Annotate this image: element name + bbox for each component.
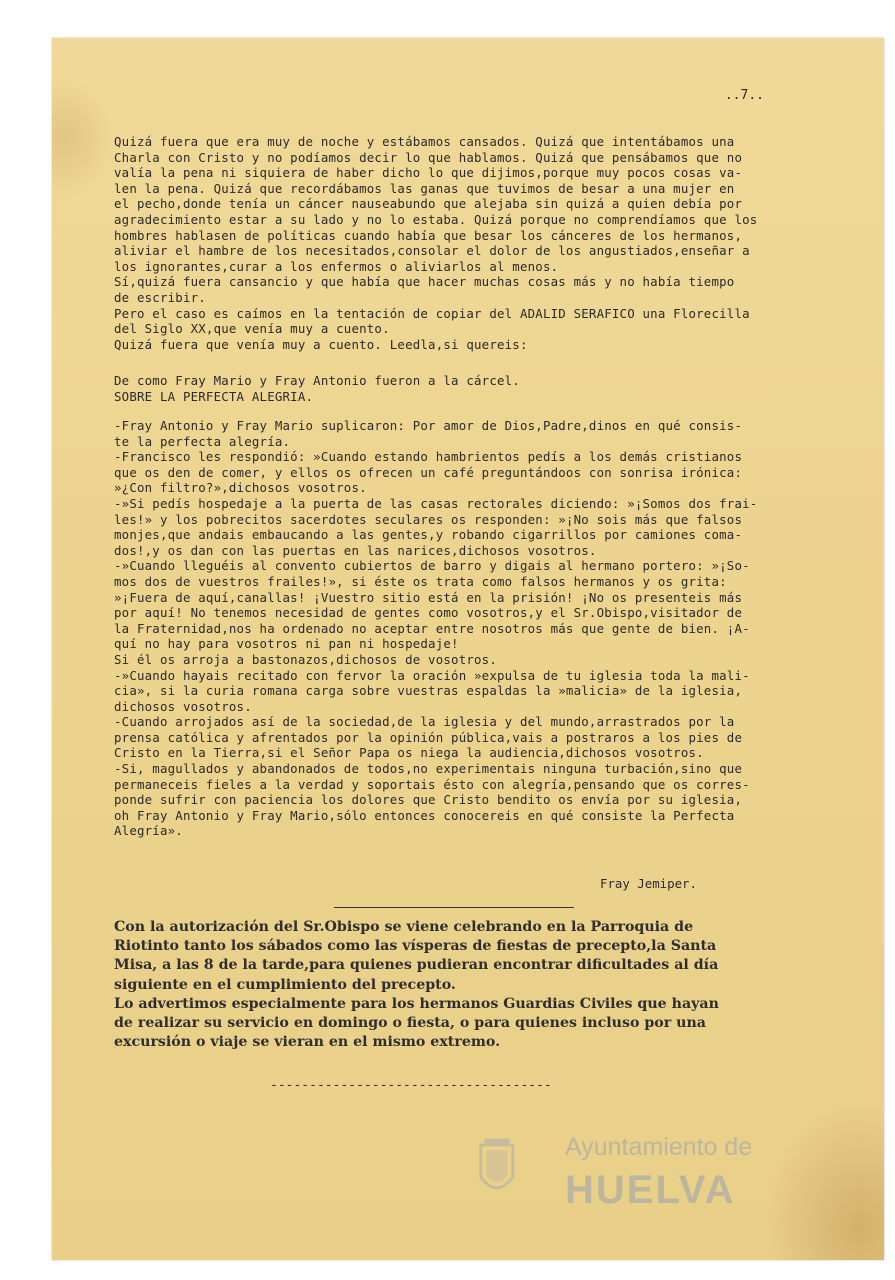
text-line: Lo advertimos especialmente para los hermanos Guardias Civiles que hayan xyxy=(114,995,719,1012)
text-line: mos dos de vuestros frailes!», si éste os trata como falsos hermanos y os grita: xyxy=(114,573,727,589)
text-line: -»Cuando hayais recitado con fervor la oración »expulsa de tu iglesia toda la mali- xyxy=(114,667,750,683)
watermark-line2: HUELVA xyxy=(565,1168,736,1212)
text-line: Con la autorización del Sr.Obispo se viene celebrando en la Parroquia de xyxy=(114,919,694,935)
text-line: Si él os arroja a bastonazos,dichosos de vosotros. xyxy=(114,651,497,667)
mass-notice xyxy=(114,918,859,1052)
text-line: quí no hay para vosotros ni pan ni hospedaje! xyxy=(114,636,459,652)
text-line: Cristo en la Tierra,si el Señor Papa os niega la audiencia,dichosos vosotros. xyxy=(114,745,704,761)
text-line: de escribir. xyxy=(114,289,206,305)
text-line: aliviar el hambre de los necesitados,consolar el dolor de los angustiados,enseñar a xyxy=(114,243,750,259)
text-line: -Si, magullados y abandonados de todos,no experimentais ninguna turbación,sino que xyxy=(114,761,743,777)
text-line: Misa, a las 8 de la tarde,para quienes pudieran encontrar dificultades al día xyxy=(114,957,719,974)
text-line: el pecho,donde tenía un cáncer nauseabundo que alejaba sin quizá a quien debía por xyxy=(114,196,743,212)
text-line: -»Cuando lleguéis al convento cubiertos de barro y digais al hermano portero: »¡So- xyxy=(114,558,750,574)
text-line: que os den de comer, y ellos os ofrecen un café preguntándoos con sonrisa irónica: xyxy=(114,464,743,480)
text-line: Quizá fuera que venía muy a cuento. Leedla,si quereis: xyxy=(114,336,528,352)
paper-stain xyxy=(764,1100,884,1260)
text-line: permaneceis fieles a la verdad y soportais ésto con alegría,pensando que os corres- xyxy=(114,776,750,792)
text-line: excursión o viaje se vieran en el mismo extremo. xyxy=(114,1034,501,1051)
text-line: monjes,que andais embaucando a las gentes,y robando cigarrillos por camiones coma- xyxy=(114,527,743,543)
text-line: oh Fray Antonio y Fray Mario,sólo entonces conocereis en qué consiste la Perfecta xyxy=(114,807,735,823)
text-line: Alegría». xyxy=(114,823,183,839)
story-body xyxy=(114,418,859,839)
text-line: te la perfecta alegría. xyxy=(114,433,291,449)
text-line: Riotinto tanto los sábados como las vísperas de fiestas de precepto,la Santa xyxy=(114,938,717,955)
text-line: »¿Con filtro?»,dichosos vosotros. xyxy=(114,480,367,496)
text-line: prensa católica y afrentados por la opinión pública,vais a postraros a los pies de xyxy=(114,729,743,745)
intro-paragraph xyxy=(114,134,859,352)
watermark-line1: Ayuntamiento de xyxy=(565,1133,753,1161)
text-line: agradecimiento estar a su lado y no lo estaba. Quizá porque no comprendíamos que los xyxy=(114,211,758,227)
text-line: -Cuando arrojados así de la sociedad,de la iglesia y del mundo,arrastrados por la xyxy=(114,714,735,730)
text-line: Sí,quizá fuera cansancio y que había que hacer muchas cosas más y no había tiempo xyxy=(114,274,735,290)
text-line: »¡Fuera de aquí,canallas! ¡Vuestro sitio está en la prisión! ¡No os presenteis más xyxy=(114,589,743,605)
text-line: del Siglo XX,que venía muy a cuento. xyxy=(114,321,390,337)
text-line: los ignorantes,curar a los enfermos o aliviarlos al menos. xyxy=(114,258,559,274)
paper-stain xyxy=(52,78,112,198)
text-line: Pero el caso es caímos en la tentación de copiar del ADALID SERAFICO una Florecilla xyxy=(114,305,750,321)
text-line: dichosos vosotros. xyxy=(114,698,252,714)
text-line: ponde sufrir con paciencia los dolores que Cristo bendito os envía por su iglesia, xyxy=(114,792,743,808)
text-line: De como Fray Mario y Fray Antonio fueron a la cárcel. xyxy=(114,373,520,388)
text-line: Charla con Cristo y no podíamos decir lo que hablamos. Quizá que pensábamos que no xyxy=(114,149,743,165)
text-line: Quizá fuera que era muy de noche y estábamos cansados. Quizá que intentábamos una xyxy=(114,134,735,149)
divider-line xyxy=(334,907,574,908)
text-line: la Fraternidad,nos ha ordenado no aceptar entre nosotros más que gente de bien. ¡A- xyxy=(114,620,750,636)
text-line: valía la pena ni siquiera de haber dicho lo que dijimos,porque muy pocos cosas va- xyxy=(114,165,743,181)
dashed-divider: ------------------------------------ xyxy=(270,1078,552,1093)
document-page xyxy=(52,38,884,1260)
text-line: dos!,y os dan con las puertas en las narices,dichosos vosotros. xyxy=(114,542,597,558)
signature: Fray Jemiper. xyxy=(600,876,697,891)
text-line: cia», si la curia romana carga sobre vuestras espaldas la »malicia» de la iglesia, xyxy=(114,683,743,699)
text-line: -Fray Antonio y Fray Mario suplicaron: Por amor de Dios,Padre,dinos en qué consis- xyxy=(114,418,743,433)
text-line: -Francisco les respondió: »Cuando estando hambrientos pedís a los demás cristianos xyxy=(114,449,743,465)
story-title xyxy=(114,373,859,404)
text-line: de realizar su servicio en domingo o fiesta, o para quienes incluso por una xyxy=(114,1015,706,1032)
text-line: len la pena. Quizá que recordábamos las ganas que tuvimos de besar a una mujer en xyxy=(114,180,735,196)
page-number: ..7.. xyxy=(724,88,764,103)
text-line: les!» y los pobrecitos sacerdotes seculares os responden: »¡No sois más que falsos xyxy=(114,511,743,527)
text-line: por aquí! No tenemos necesidad de gentes como vosotros,y el Sr.Obispo,visitador de xyxy=(114,605,743,621)
text-line: hombres hablasen de políticas cuando había que besar los cánceres de los hermanos, xyxy=(114,227,743,243)
text-line: -»Si pedís hospedaje a la puerta de las casas rectorales diciendo: »¡Somos dos frai- xyxy=(114,495,758,511)
text-line: SOBRE LA PERFECTA ALEGRIA. xyxy=(114,388,314,404)
text-line: siguiente en el cumplimiento del precepto. xyxy=(114,976,456,993)
